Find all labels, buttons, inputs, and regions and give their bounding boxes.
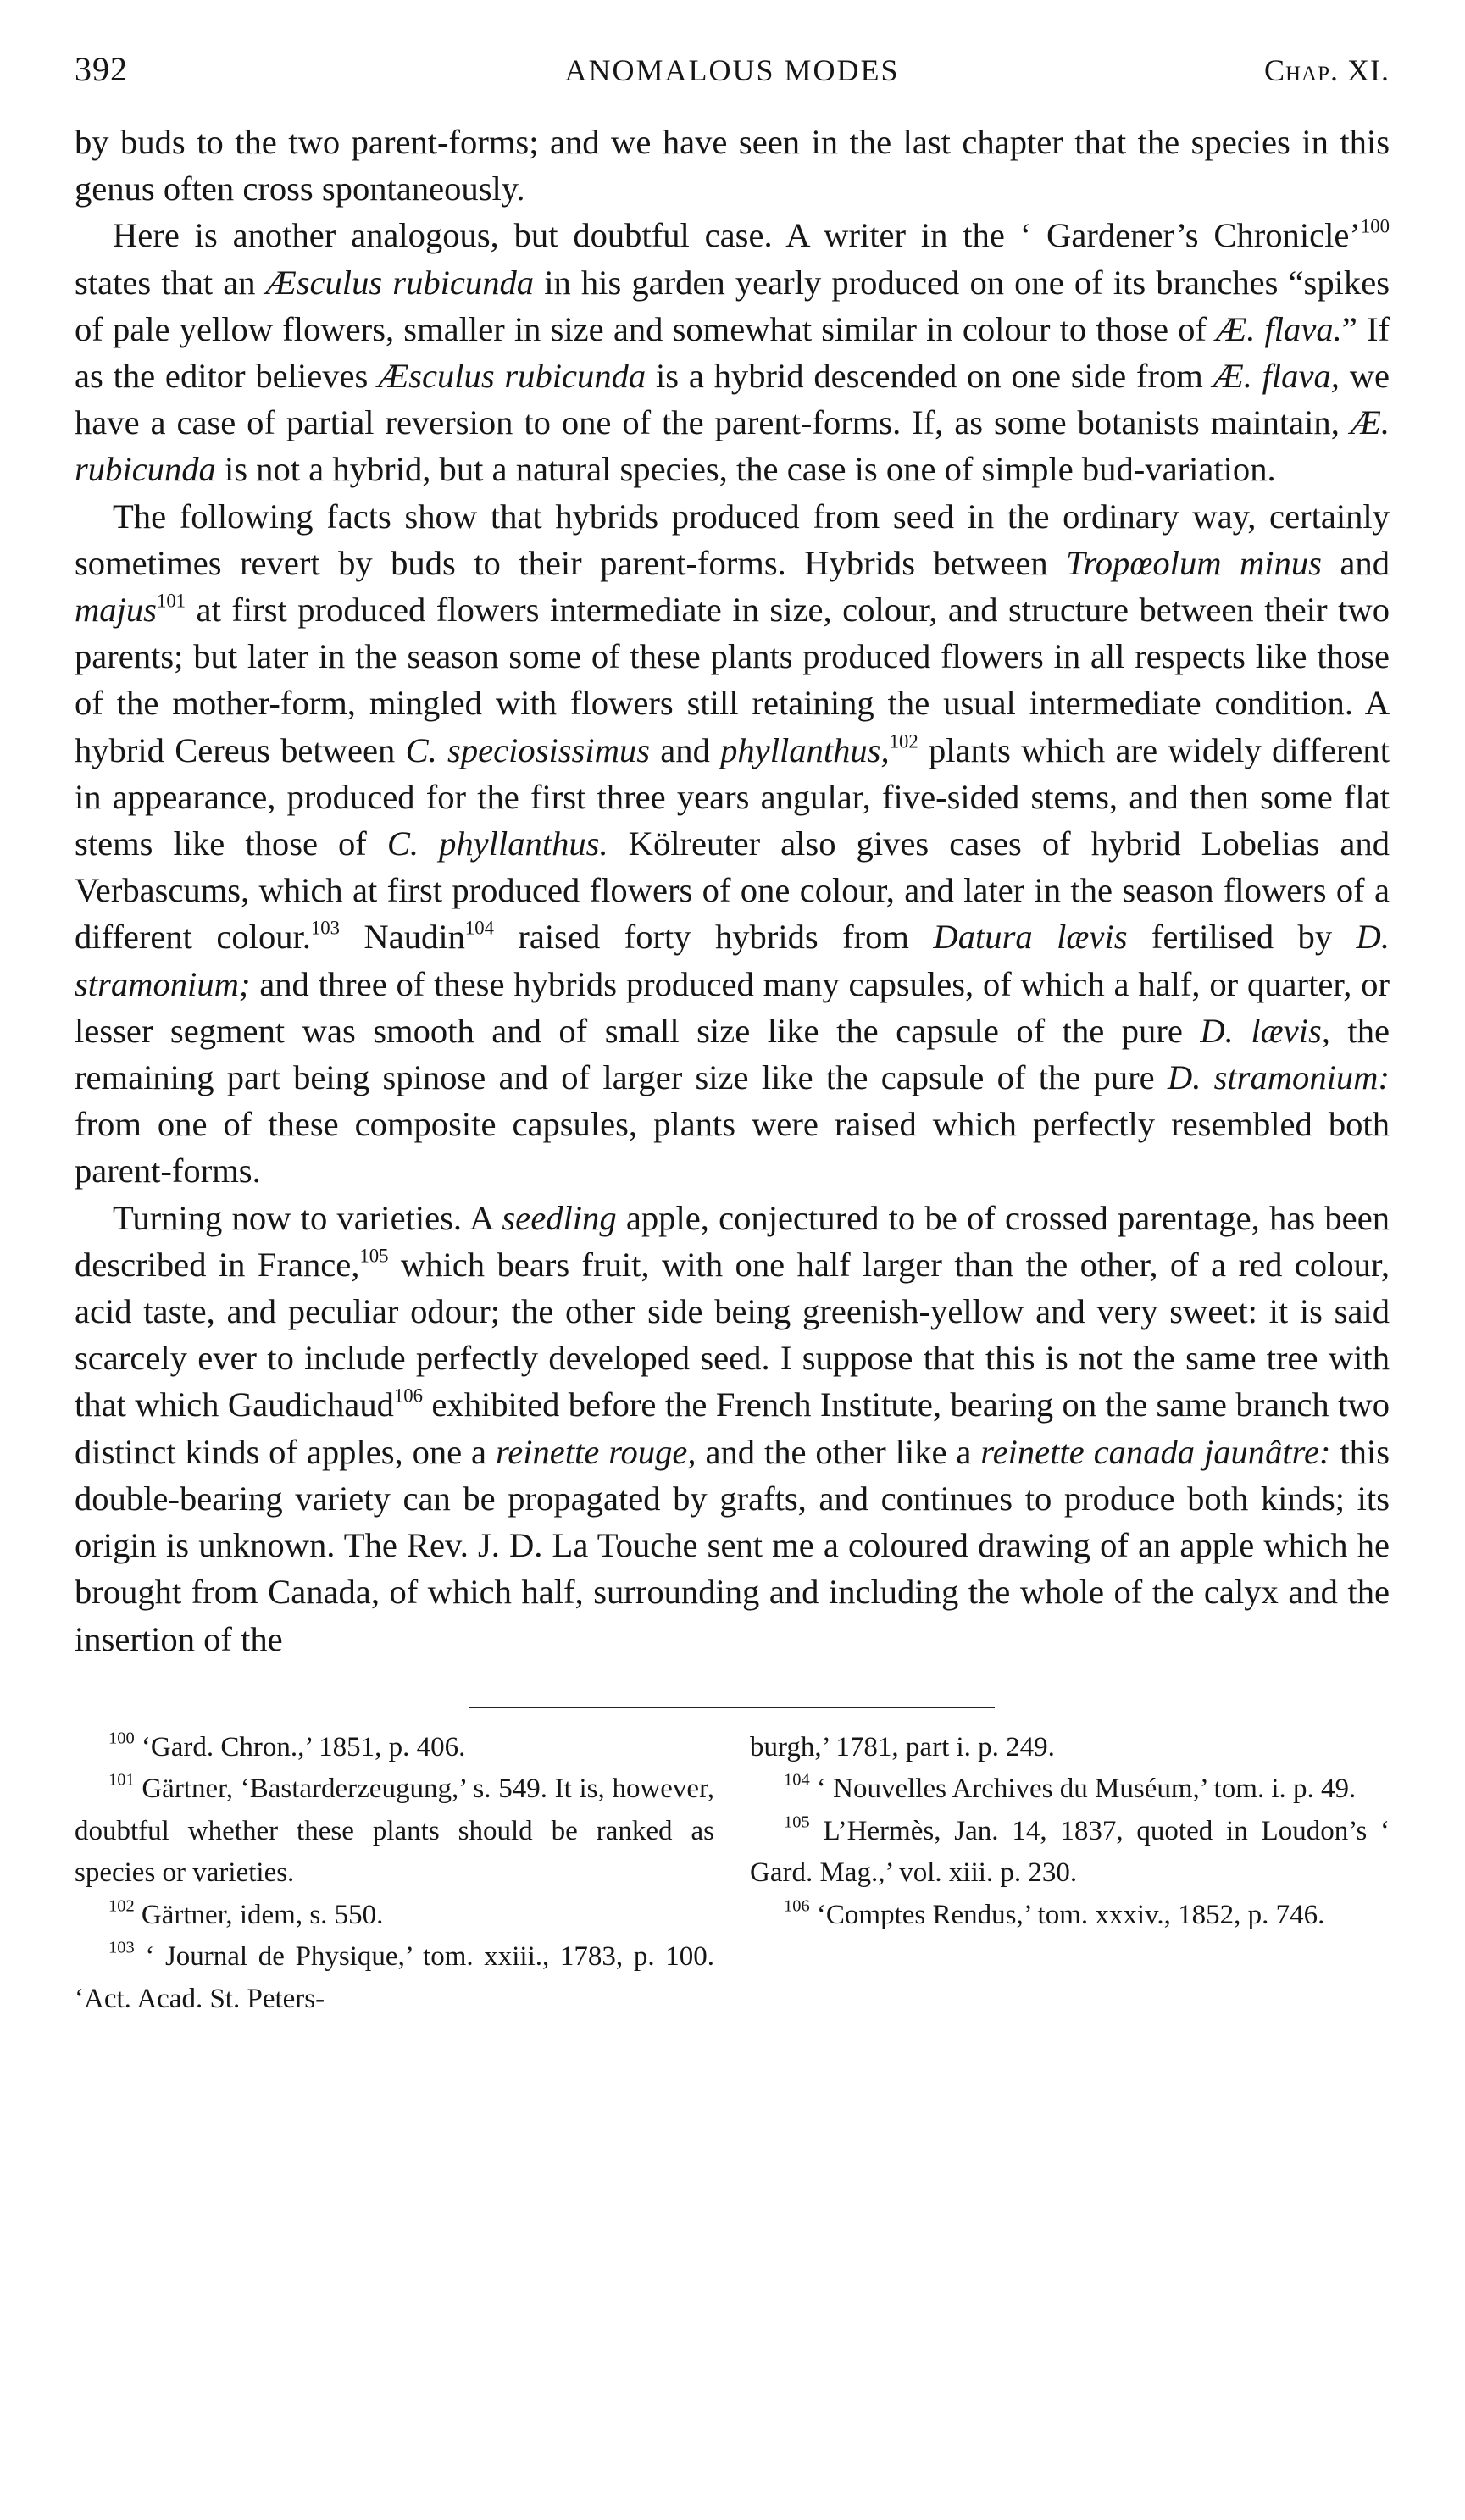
paragraph-2 bbox=[75, 212, 1390, 492]
species-name: D. lævis, bbox=[1200, 1011, 1330, 1050]
footnote-number: 101 bbox=[108, 1770, 135, 1790]
running-title: ANOMALOUS MODES bbox=[564, 53, 900, 87]
footnote-103-continued: burgh,’ 1781, part i. p. 249. bbox=[750, 1731, 1055, 1762]
footnote-text: ‘Comptes Rendus,’ tom. xxxiv., 1852, p. 746. bbox=[809, 1899, 1325, 1930]
text-run: raised forty hybrids from bbox=[493, 918, 934, 957]
footnote-ref-103: 103 bbox=[310, 918, 341, 940]
variety-name: reinette rouge, bbox=[495, 1432, 696, 1471]
footnote-column-right bbox=[750, 1727, 1390, 2021]
footnote-106 bbox=[750, 1895, 1390, 1937]
footnote-ref-101: 101 bbox=[156, 590, 186, 612]
text-run: plants which are widely different in appearance, produced for the first three years angular, five-sided stems, and then some flat stems like those of bbox=[75, 730, 1390, 863]
text-run: at first produced flowers intermediate in size, colour, and structure between their two parents; but later in the season some of these plants produced flowers in all respects like those of the mother-form, mingled with flowers still retaining the usual intermediate condition. A hybrid Cereus between bbox=[75, 591, 1390, 769]
footnote-number: 104 bbox=[784, 1770, 810, 1790]
species-name: phyllanthus, bbox=[720, 730, 890, 769]
text-run: this double-bearing variety can be propagated by grafts, and continues to produce both kinds; its origin is unknown. The Rev. J. D. La Touche sent me a coloured drawing of an apple which he brought from Canada, of which half, surrounding and including the whole of the calyx and the insertion of the bbox=[75, 1432, 1390, 1658]
footnote-divider bbox=[469, 1707, 995, 1708]
footnote-ref-105: 105 bbox=[359, 1245, 389, 1267]
text-run: we have a case of partial reversion to one of the parent-forms. If, as some botanists maintain, bbox=[75, 357, 1390, 442]
footnote-column-left bbox=[75, 1727, 714, 2021]
footnote-number: 102 bbox=[108, 1896, 135, 1915]
text-run: fertilised by bbox=[1127, 918, 1357, 957]
species-name: Æsculus rubicunda bbox=[378, 357, 646, 396]
body-text bbox=[75, 119, 1390, 1662]
text-run: Kölreuter also gives cases of hybrid Lobelias and Verbascums, which at first produced flowers of one colour, and later in the season flowers of a different colour. bbox=[75, 824, 1390, 957]
text-run: the remaining part being spinose and of larger size like the capsule of the pure bbox=[75, 1011, 1390, 1097]
chapter-label: Chap. XI. bbox=[1263, 53, 1390, 87]
footnote-102 bbox=[75, 1895, 714, 1937]
species-name: Æsculus rubicunda bbox=[265, 263, 535, 302]
species-name: Æ. flava. bbox=[1216, 309, 1342, 348]
species-name: D. stramonium; bbox=[75, 918, 1390, 1003]
text-run: by buds to the two parent-forms; and we have seen in the last chapter that the species in this genus often cross spontaneously. bbox=[75, 123, 1390, 208]
paragraph-3 bbox=[75, 493, 1390, 1195]
footnote-ref-104: 104 bbox=[464, 918, 494, 940]
footnote-number: 103 bbox=[108, 1938, 135, 1957]
species-name: Tropœolum minus bbox=[1066, 543, 1322, 582]
text-run: is not a hybrid, but a natural species, the case is one of simple bud-variation. bbox=[215, 450, 1276, 489]
footnote-number: 100 bbox=[108, 1728, 135, 1747]
species-name: Datura lævis bbox=[933, 918, 1128, 957]
species-name: C. phyllanthus. bbox=[386, 824, 608, 863]
footnote-text: ‘ Journal de Physique,’ tom. xxiii., 1783, p. 100. ‘Act. Acad. St. Peters- bbox=[75, 1941, 714, 2014]
species-name: C. speciosissimus bbox=[405, 730, 651, 769]
text-run: Turning now to varieties. A bbox=[113, 1198, 502, 1237]
text-run: states that an bbox=[75, 263, 266, 302]
footnote-105 bbox=[750, 1811, 1390, 1895]
text-run: and bbox=[650, 730, 721, 769]
footnote-text: Gärtner, ‘Bastarderzeugung,’ s. 549. It is, however, doubtful whether these plants should be ranked as species or varieties. bbox=[75, 1773, 714, 1889]
text-run: The following facts show that hybrids produced from seed in the ordinary way, certainly sometimes revert by buds to their parent-forms. Hybrids between bbox=[75, 497, 1390, 582]
footnote-ref-106: 106 bbox=[393, 1385, 423, 1407]
text-run: apple, conjectured to be of crossed parentage, has been described in France, bbox=[75, 1198, 1390, 1284]
text-run: and three of these hybrids produced many capsules, of which a half, or quarter, or lesser segment was smooth and of small size like the capsule of the pure bbox=[75, 964, 1390, 1050]
paragraph-4 bbox=[75, 1195, 1390, 1662]
footnote-100 bbox=[75, 1727, 714, 1769]
footnote-number: 105 bbox=[784, 1812, 810, 1831]
text-run: from one of these composite capsules, plants were raised which perfectly resembled both parent-forms. bbox=[75, 1105, 1390, 1191]
variety-name: reinette canada jaunâtre: bbox=[980, 1432, 1331, 1471]
text-run: which bears fruit, with one half larger than the other, of a red colour, acid taste, and peculiar odour; the other side being greenish-yellow and very sweet: it is said scarcely ever to include perfectly developed seed. I suppose that this is not the same tree with that which Gaudichaud bbox=[75, 1245, 1390, 1424]
text-run: Naudin bbox=[340, 918, 465, 957]
footnote-text: L’Hermès, Jan. 14, 1837, quoted in Loudon’s ‘ Gard. Mag.,’ vol. xiii. p. 230. bbox=[750, 1815, 1390, 1889]
species-name: majus bbox=[75, 591, 157, 630]
text-run: and the other like a bbox=[696, 1432, 981, 1471]
footnote-103 bbox=[75, 1936, 714, 2020]
species-name: D. stramonium: bbox=[1167, 1058, 1390, 1097]
text-run: ” If as the editor believes bbox=[75, 309, 1390, 396]
footnote-101 bbox=[75, 1768, 714, 1895]
text-run: is a hybrid descended on one side from bbox=[646, 357, 1213, 396]
text-run: and bbox=[1321, 543, 1390, 582]
footnote-number: 106 bbox=[784, 1896, 810, 1915]
paragraph-1 bbox=[75, 119, 1390, 212]
text-run: exhibited before the French Institute, bearing on the same branch two distinct kinds of apples, one a bbox=[75, 1385, 1390, 1471]
footnote-text: Gärtner, idem, s. 550. bbox=[134, 1899, 384, 1930]
book-page bbox=[75, 49, 1390, 2020]
emphasis: seedling bbox=[502, 1198, 617, 1237]
footnote-text: ‘Gard. Chron.,’ 1851, p. 406. bbox=[134, 1731, 466, 1762]
footnote-ref-102: 102 bbox=[889, 730, 918, 752]
page-number: 392 bbox=[75, 50, 128, 88]
footnote-104 bbox=[750, 1768, 1390, 1811]
page-header bbox=[75, 49, 1390, 100]
species-name: Æ. flava, bbox=[1213, 357, 1340, 396]
footnotes bbox=[75, 1727, 1390, 2021]
species-name: Æ. rubicunda bbox=[75, 403, 1390, 489]
text-run: in his garden yearly produced on one of its branches “spikes of pale yellow flowers, smaller in size and somewhat similar in colour to those of bbox=[75, 263, 1390, 348]
text-run: Here is another analogous, but doubtful case. A writer in the ‘ Gardener’s Chronicle’ bbox=[113, 216, 1361, 255]
footnote-text: ‘ Nouvelles Archives du Muséum,’ tom. i. p. 49. bbox=[809, 1773, 1357, 1805]
footnote-ref-100: 100 bbox=[1360, 216, 1390, 238]
